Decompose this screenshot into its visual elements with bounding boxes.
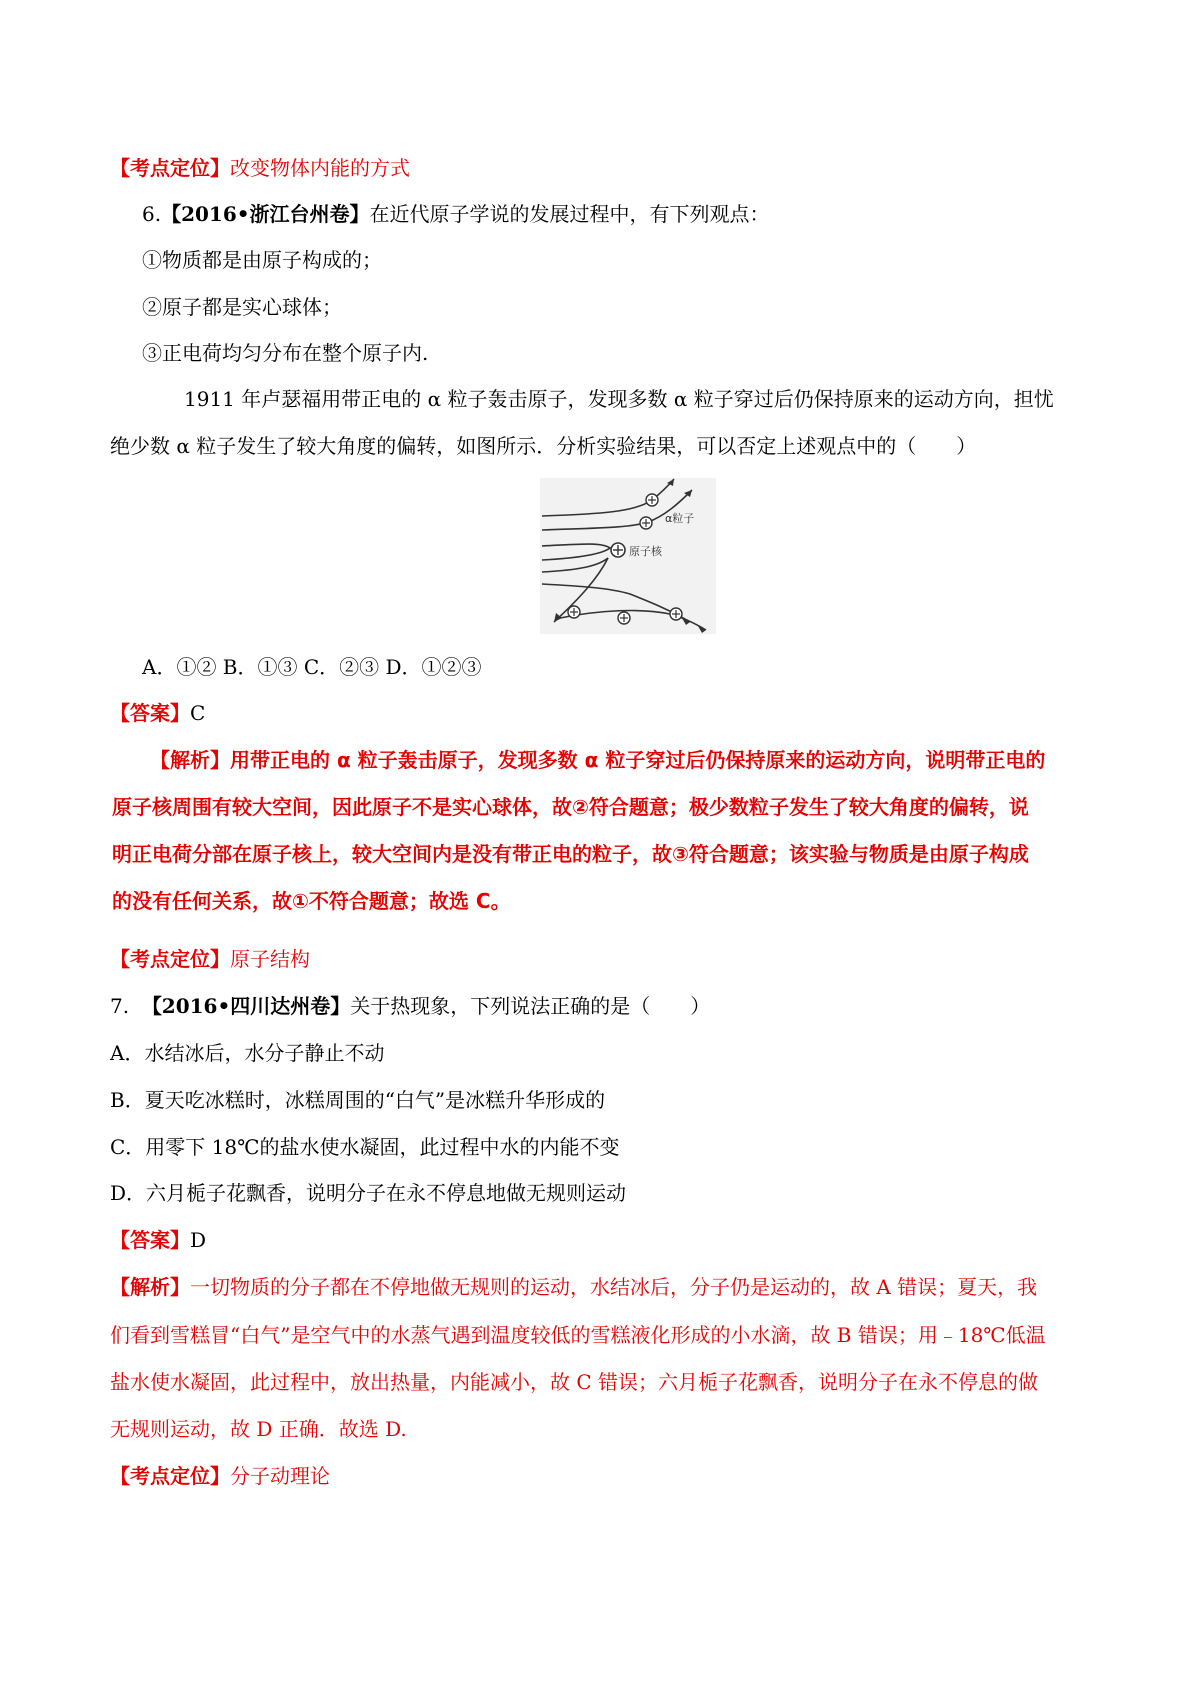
q6-options: A．①② B．①③ C．②③ D．①②③ bbox=[142, 655, 482, 679]
q7-option-b: B．夏天吃冰糕时，冰糕周围的“白气”是冰糕升华形成的 bbox=[110, 1088, 606, 1112]
q6-point-2: ②原子都是实心球体； bbox=[142, 295, 342, 319]
q7-stem: 关于热现象，下列说法正确的是（ ） bbox=[350, 994, 711, 1018]
q6-kaodian-line bbox=[110, 944, 310, 974]
q6-point-1: ①物质都是由原子构成的； bbox=[142, 248, 382, 272]
q7-number: 7. bbox=[110, 994, 130, 1018]
q7-option-d: D．六月栀子花飘香，说明分子在永不停息地做无规则运动 bbox=[110, 1181, 627, 1205]
q7-kaodian-line bbox=[110, 1461, 330, 1491]
q7-option-a: A．水结冰后，水分子静止不动 bbox=[110, 1041, 385, 1065]
q6-answer-line bbox=[110, 698, 205, 728]
kaodian-line-1 bbox=[110, 153, 410, 183]
q6-paragraph-line-2: 绝少数 α 粒子发生了较大角度的偏转，如图所示．分析实验结果，可以否定上述观点中的（ ） bbox=[110, 434, 977, 458]
q6-stem-line bbox=[142, 199, 770, 229]
q7-answer-line bbox=[110, 1225, 206, 1255]
q7-analysis-line-4: 无规则运动，故 D 正确．故选 D. bbox=[110, 1417, 407, 1441]
q7-analysis-text-1: 一切物质的分子都在不停地做无规则的运动，水结冰后，分子仍是运动的，故 A 错误；夏天，我 bbox=[190, 1275, 1038, 1299]
q7-option-c: C．用零下 18℃的盐水使水凝固，此过程中水的内能不变 bbox=[110, 1135, 620, 1159]
kaodian-bracket: 【考点定位】 bbox=[110, 156, 230, 180]
q6-number: 6. bbox=[142, 202, 162, 226]
q7-source: 【2016•四川达州卷】 bbox=[141, 994, 351, 1018]
q7-stem-line bbox=[110, 991, 710, 1021]
q6-answer-bracket: 【答案】 bbox=[110, 701, 190, 725]
q7-answer-value: D bbox=[190, 1228, 207, 1252]
q7-analysis-bracket: 【解析】 bbox=[110, 1275, 190, 1299]
alpha-label: α粒子 bbox=[665, 512, 695, 525]
q6-kaodian-text: 原子结构 bbox=[230, 947, 310, 971]
q6-stem: 在近代原子学说的发展过程中，有下列观点： bbox=[369, 202, 770, 226]
kaodian-text: 改变物体内能的方式 bbox=[230, 156, 410, 180]
q6-kaodian-bracket: 【考点定位】 bbox=[110, 947, 230, 971]
q7-analysis-line-1 bbox=[110, 1272, 1037, 1302]
q7-kaodian-bracket: 【考点定位】 bbox=[110, 1464, 230, 1488]
q6-analysis-line-4: 的没有任何关系，故①不符合题意；故选 C。 bbox=[112, 889, 511, 913]
q6-paragraph-line-1: 1911 年卢瑟福用带正电的 α 粒子轰击原子，发现多数 α 粒子穿过后仍保持原来的运动方向，担忧 bbox=[184, 387, 1054, 411]
q7-answer-bracket: 【答案】 bbox=[110, 1228, 190, 1252]
q6-analysis-line-1: 【解析】用带正电的 α 粒子轰击原子，发现多数 α 粒子穿过后仍保持原来的运动方向，说明带正电的 bbox=[150, 748, 1046, 772]
nucleus-label: 原子核 bbox=[629, 545, 662, 558]
q7-analysis-line-2: 们看到雪糕冒“白气”是空气中的水蒸气遇到温度较低的雪糕液化形成的小水滴，故 B 错误；用﹣18℃低温 bbox=[110, 1323, 1046, 1347]
q7-analysis-line-3: 盐水使水凝固，此过程中，放出热量，内能减小，故 C 错误；六月栀子花飘香，说明分子在永不停息的做 bbox=[110, 1370, 1039, 1394]
q6-point-3: ③正电荷均匀分布在整个原子内. bbox=[142, 341, 429, 365]
q6-source: 【2016•浙江台州卷】 bbox=[161, 202, 370, 226]
q6-analysis-line-3: 明正电荷分部在原子核上，较大空间内是没有带正电的粒子，故③符合题意；该实验与物质是由原子构成 bbox=[112, 842, 1029, 866]
q7-kaodian-text: 分子动理论 bbox=[230, 1464, 330, 1488]
q6-answer-value: C bbox=[190, 701, 206, 725]
q6-analysis-line-2: 原子核周围有较大空间，因此原子不是实心球体，故②符合题意；极少数粒子发生了较大角度的偏转，说 bbox=[112, 795, 1029, 819]
alpha-scattering-figure bbox=[540, 478, 716, 634]
